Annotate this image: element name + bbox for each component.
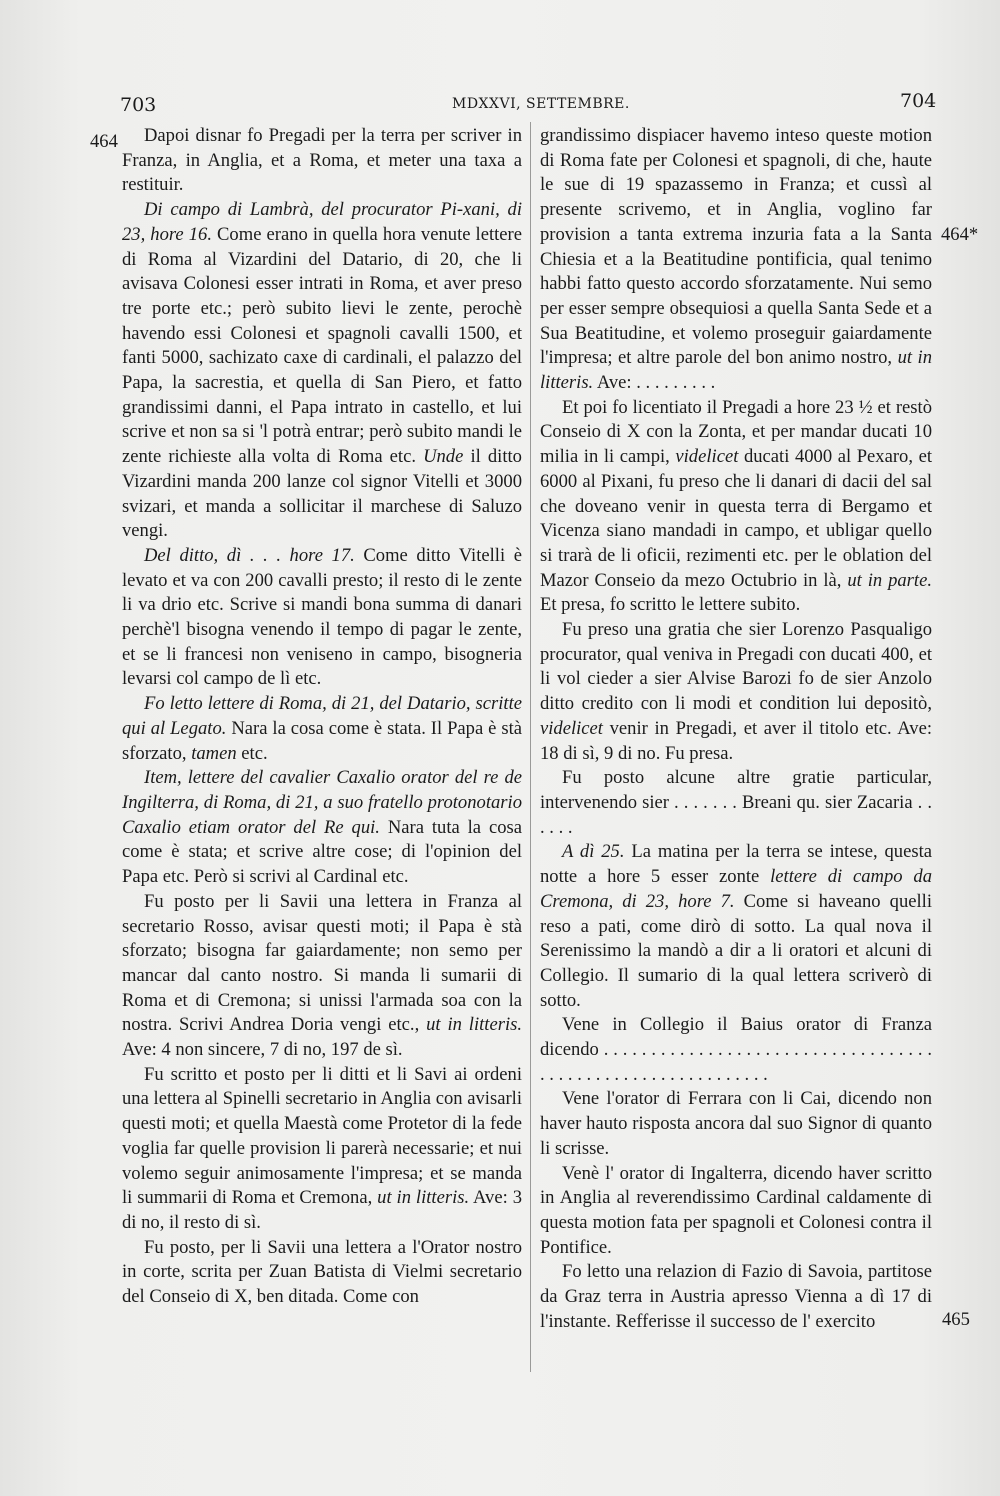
text: Ave: . . . . . . . . . bbox=[593, 372, 716, 394]
text: Come si haveano quelli reso a pati, come dirò di sotto. La qual nova il Serenissimo la mandò a dir a li oratori et alcuni di Collegio. Il sumario di la qual lettera scriverò di sotto. bbox=[540, 890, 932, 1011]
italic-text: Del ditto, dì . . . hore 17. bbox=[144, 544, 355, 566]
paragraph bbox=[540, 766, 932, 840]
italic-text: lettere di campo da Cremona, di 23, hore 7. bbox=[540, 866, 932, 912]
text: Nara tuta la cosa come è stata; et scrive altre cose; di l'opinion del Papa etc. Però si scrivi al Cardinal etc. bbox=[122, 816, 522, 888]
paragraph bbox=[122, 1063, 522, 1236]
italic-text: Fo letto lettere di Roma, di 21, del Datario, scritte qui al Legato. bbox=[122, 693, 522, 739]
running-title: MDXXVI, SETTEMBRE. bbox=[452, 96, 630, 112]
italic-text: ut in litteris. bbox=[377, 1187, 470, 1209]
paragraph bbox=[540, 840, 932, 1013]
paragraph bbox=[122, 692, 522, 766]
paragraph bbox=[540, 124, 932, 396]
paragraph bbox=[122, 198, 522, 544]
italic-text: ut in litteris. bbox=[540, 347, 932, 394]
margin-note-464-star: 464* bbox=[941, 224, 979, 245]
text: Vene in Collegio il Baius orator di Franza dicendo . . . . . . . . . . . . . . . . . . . . . . . . . . . . . . . . . . . . . . . . . . . . . . . . . . . . . . . . . . . . bbox=[540, 1014, 932, 1085]
text: Nara la cosa come è stata. Il Papa è stà sforzato, bbox=[122, 717, 522, 764]
paragraph bbox=[122, 1236, 522, 1310]
italic-text: videlicet bbox=[675, 446, 739, 468]
paragraph bbox=[540, 618, 932, 766]
paragraph bbox=[122, 124, 522, 198]
text: La matina per la terra se intese, questa notte a hore 5 esser zonte bbox=[540, 841, 932, 888]
page-header bbox=[0, 90, 1000, 120]
text: ducati 4000 al Pexaro, et 6000 al Pixani, fu preso che li danari di dacii del sal che doveano venir in questa terra di Bergamo et Vicenza siano mandadi in campo, et ubligar quello si trarà de li oficii, rezimenti etc. per le oblation del Mazor Conseio da mezo Octubrio in là, bbox=[540, 446, 932, 591]
text: Et presa, fo scritto le lettere subito. bbox=[540, 594, 801, 616]
right-column bbox=[540, 124, 932, 1334]
margin-note-465: 465 bbox=[942, 1309, 970, 1330]
page-number-left: 703 bbox=[120, 94, 157, 116]
margin-note-464: 464 bbox=[90, 131, 118, 152]
paragraph bbox=[122, 890, 522, 1063]
text: Fu posto per li Savii una lettera in Franza al secretario Rosso, avisar questi moti; il Papa è stà sforzato; bisogna far gaiardamente; non semo per mancar dal canto nostro. Si manda li sumarii di Roma et di Cremona; si unissi l'armada soa con la nostra. Scrivi Andrea Doria vengi etc., bbox=[122, 890, 522, 1036]
text: venir in Pregadi, et aver il titolo etc. Ave: 18 di sì, 9 di no. Fu presa. bbox=[540, 717, 932, 764]
text: etc. bbox=[236, 742, 268, 764]
italic-text: Unde bbox=[423, 446, 464, 468]
paragraph bbox=[540, 396, 932, 618]
italic-text: tamen bbox=[191, 742, 237, 764]
italic-text: ut in parte. bbox=[847, 569, 932, 591]
paragraph bbox=[122, 544, 522, 692]
text: Ave: 3 di no, il resto di sì. bbox=[122, 1187, 522, 1233]
column-divider bbox=[530, 122, 531, 1372]
left-column bbox=[122, 124, 522, 1310]
text: Venè l' orator di Ingalterra, dicendo haver scritto in Anglia al reverendissimo Cardinal caldamente di questa motion fata per spagnoli et Colonesi contra il Pontifice. bbox=[540, 1162, 932, 1258]
italic-text: videlicet bbox=[540, 717, 603, 739]
text: Et poi fo licentiato il Pregadi a hore 23 ½ et restò Conseio di X con la Zonta, et per mandar ducati 10 milia in li campi, bbox=[540, 396, 932, 468]
text: Fu preso una gratia che sier Lorenzo Pasqualigo procurator, qual veniva in Pregadi con ducati 400, et li vol cieder a sier Alvise Barozi fo de sier Anzolo ditto credito con li modi et condition lui depositò, bbox=[540, 619, 932, 715]
paragraph bbox=[122, 766, 522, 890]
paragraph bbox=[540, 1087, 932, 1161]
page-number-right: 704 bbox=[900, 90, 937, 112]
text: Come ditto Vitelli è levato et va con 200 cavalli presto; il resto di le zente li va drio etc. Scrive si mandi bona summa di danari perchè'l bisogna venendo il tempo di pagar le zente, et se li francesi non veniseno in campo, bisogneria levarsi col campo de lì etc. bbox=[122, 544, 522, 690]
text: Fu scritto et posto per li ditti et li Savi ai ordeni una lettera al Spinelli secretario in Anglia con avisarli questi moti; et quella Maestà come Protetor di la fede voglia far quelle provision li parerà necessarie; et nui volemo seguir animosamente l'impresa; et se manda li summarii di Roma et Cremona, bbox=[122, 1063, 522, 1209]
paragraph bbox=[540, 1260, 932, 1334]
italic-text: A dì 25. bbox=[562, 841, 625, 863]
paragraph bbox=[540, 1013, 932, 1087]
paragraph bbox=[540, 1162, 932, 1261]
text: il ditto Vizardini manda 200 lanze col signor Vitelli et 3000 svizari, et manda a sollicitar il marchese di Saluzo vengi. bbox=[122, 446, 522, 542]
text: Dapoi disnar fo Pregadi per la terra per scriver in Franza, in Anglia, et a Roma, et meter una taxa a restituir. bbox=[122, 125, 522, 196]
text: grandissimo dispiacer havemo inteso queste motion di Roma fate per Colonesi et spagnoli, di che, haute le sue di 19 spazassemo in Franza; et cussì al presente scrivemo, et in Anglia, voglino far provision a tanta extrema inzuria fata a la Santa Chiesia et a la Beatitudine pontificia, qual tenimo habbi fatto questo accordo sforzatamente. Nui semo per esser sempre obsequiosi a quella Santa Sede et a Sua Beatitudine, et volemo proseguir gaiardamente l'impresa; et altre parole del bon animo nostro, bbox=[540, 125, 932, 369]
italic-text: ut in litteris. bbox=[426, 1014, 522, 1036]
text: Fu posto alcune altre gratie particular, intervenendo sier . . . . . . . Breani qu. sier Zacaria . . . . . . bbox=[540, 767, 932, 838]
text: Fu posto, per li Savii una lettera a l'Orator nostro in corte, scrita per Zuan Batista di Vielmi secretario del Conseio di X, ben ditada. Come con bbox=[122, 1236, 522, 1308]
text: Come erano in quella hora venute lettere di Roma al Vizardini del Datario, di 20, che li avisava Colonesi esser intrati in Roma, et aver preso tre porte etc.; però subito lievi le zente, perochè havendo essi Colonesi et spagnoli cavalli 1500, et fanti 5000, sachizato caxe di cardinali, el palazzo del Papa, la sacrestia, et quella di San Piero, et fatto grandissimi danni, el Papa intrato in castello, et lui scrive et non sa si 'l potrà entrar; però subito mandi le zente richieste alla volta di Roma etc. bbox=[122, 223, 522, 468]
italic-text: Item, lettere del cavalier Caxalio orator del re de Ingilterra, di Roma, di 21, a suo fratello protonotario Caxalio etiam orator del Re qui. bbox=[122, 767, 522, 838]
italic-text: Di campo di Lambrà, del procurator Pi-xani, di 23, hore 16. bbox=[122, 199, 522, 245]
text: Fo letto una relazion di Fazio di Savoia, partitose da Graz terra in Austria apresso Vienna a dì 17 di l'instante. Refferisse il successo de l' exercito bbox=[540, 1261, 932, 1332]
text: Vene l'orator di Ferrara con li Cai, dicendo non haver hauto risposta ancora dal suo Signor di quanto li scrisse. bbox=[540, 1088, 932, 1159]
text: Ave: 4 non sincere, 7 di no, 197 de sì. bbox=[122, 1039, 403, 1061]
